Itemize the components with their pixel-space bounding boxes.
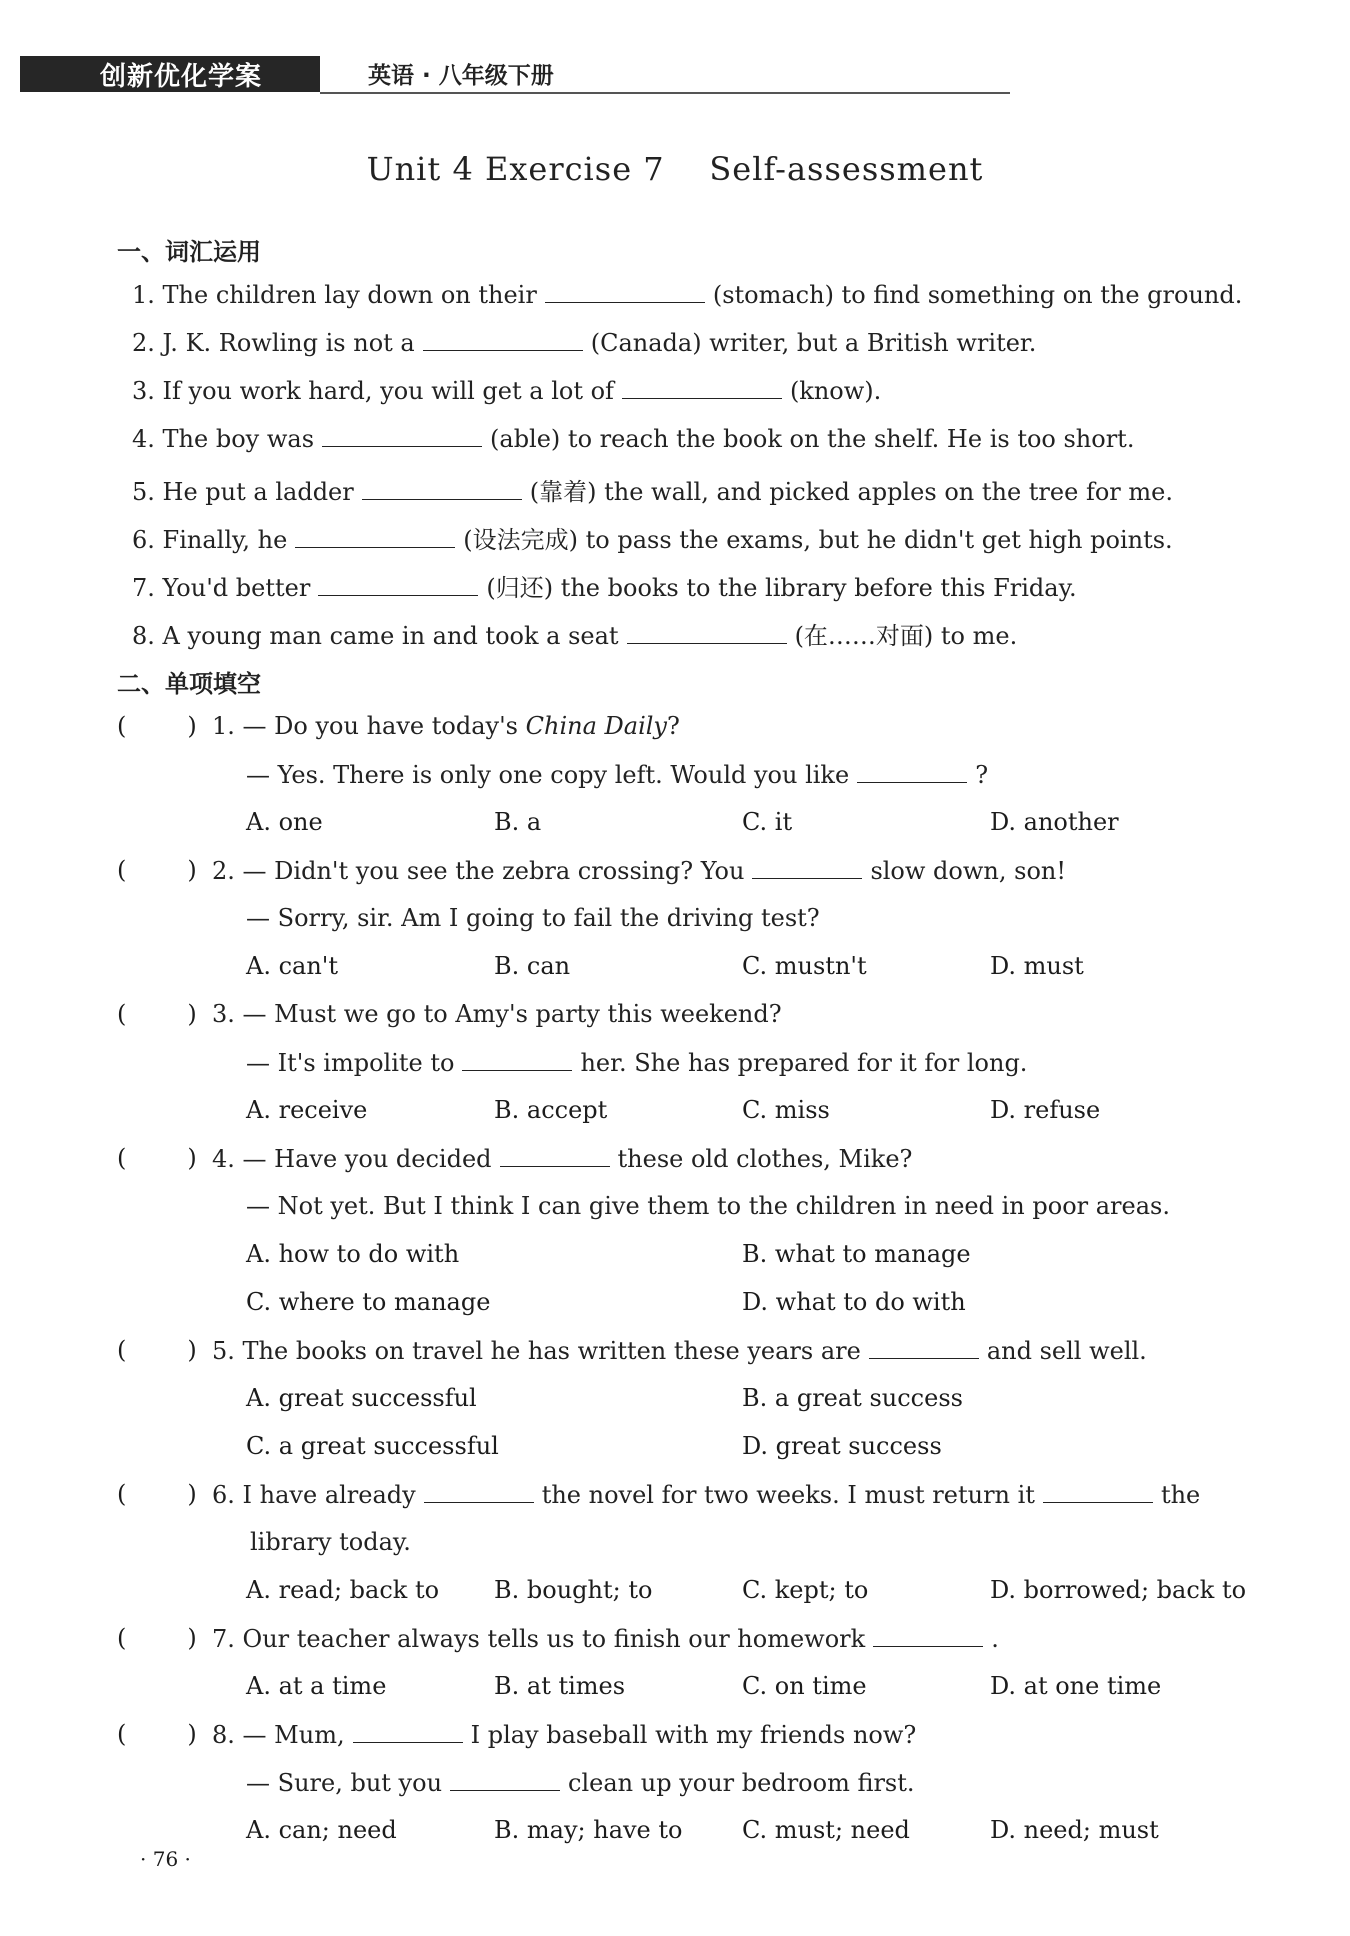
vocab-item: 4. The boy was (able) to reach the book on the shelf. He is too short.: [132, 425, 1135, 453]
page-number: · 76 ·: [140, 1847, 191, 1871]
option-a[interactable]: A. at a time: [246, 1672, 387, 1700]
answer-blank[interactable]: [462, 1048, 572, 1071]
answer-paren[interactable]: ( ): [117, 1000, 197, 1028]
option-c[interactable]: C. mustn't: [742, 952, 867, 980]
option-b[interactable]: B. can: [494, 952, 571, 980]
answer-paren[interactable]: ( ): [117, 1624, 197, 1652]
option-d[interactable]: D. what to do with: [742, 1288, 966, 1316]
vocab-item: 7. You'd better (归还) the books to the library before this Friday.: [132, 574, 1077, 602]
header-rule: [320, 92, 1010, 94]
answer-blank[interactable]: [1043, 1480, 1153, 1503]
answer-blank[interactable]: [318, 573, 478, 596]
option-b[interactable]: B. at times: [494, 1672, 626, 1700]
vocab-item: 6. Finally, he (设法完成) to pass the exams, but he didn't get high points.: [132, 526, 1173, 554]
answer-blank[interactable]: [362, 477, 522, 500]
option-d[interactable]: D. another: [990, 808, 1119, 836]
option-d[interactable]: D. refuse: [990, 1096, 1101, 1124]
option-c[interactable]: C. a great successful: [246, 1432, 499, 1460]
option-c[interactable]: C. must; need: [742, 1816, 910, 1844]
vocab-item: 1. The children lay down on their (stomach) to find something on the ground.: [132, 281, 1243, 309]
option-b[interactable]: B. a great success: [742, 1384, 963, 1412]
answer-blank[interactable]: [545, 280, 705, 303]
answer-paren[interactable]: ( ): [117, 856, 197, 884]
book-title: 英语 · 八年级下册: [368, 63, 554, 89]
option-b[interactable]: B. may; have to: [494, 1816, 683, 1844]
option-b[interactable]: B. accept: [494, 1096, 608, 1124]
answer-paren[interactable]: ( ): [117, 1720, 197, 1748]
answer-blank[interactable]: [857, 760, 967, 783]
answer-paren[interactable]: ( ): [117, 712, 197, 740]
answer-blank[interactable]: [322, 424, 482, 447]
option-c[interactable]: C. it: [742, 808, 793, 836]
section-vocab-heading: 一、词汇运用: [117, 238, 261, 266]
option-d[interactable]: D. need; must: [990, 1816, 1159, 1844]
option-a[interactable]: A. great successful: [246, 1384, 477, 1412]
answer-paren[interactable]: ( ): [117, 1480, 197, 1508]
option-c[interactable]: C. kept; to: [742, 1576, 869, 1604]
option-c[interactable]: C. where to manage: [246, 1288, 491, 1316]
vocab-item: 2. J. K. Rowling is not a (Canada) writer, but a British writer.: [132, 329, 1037, 357]
brand-banner: [20, 56, 320, 92]
answer-blank[interactable]: [295, 525, 455, 548]
vocab-item: 8. A young man came in and took a seat (在……对面) to me.: [132, 622, 1018, 650]
section-choice-heading: 二、单项填空: [117, 670, 261, 698]
option-a[interactable]: A. how to do with: [246, 1240, 460, 1268]
option-b[interactable]: B. bought; to: [494, 1576, 653, 1604]
option-d[interactable]: D. must: [990, 952, 1084, 980]
answer-blank[interactable]: [424, 1480, 534, 1503]
answer-paren[interactable]: ( ): [117, 1144, 197, 1172]
answer-blank[interactable]: [627, 621, 787, 644]
option-d[interactable]: D. at one time: [990, 1672, 1162, 1700]
option-b[interactable]: B. what to manage: [742, 1240, 971, 1268]
option-a[interactable]: A. can; need: [246, 1816, 397, 1844]
answer-blank[interactable]: [622, 376, 782, 399]
answer-blank[interactable]: [752, 856, 862, 879]
brand-text: 创新优化学案: [100, 61, 263, 92]
option-a[interactable]: A. can't: [246, 952, 339, 980]
vocab-item: 3. If you work hard, you will get a lot of (know).: [132, 377, 882, 405]
vocab-item: 5. He put a ladder (靠着) the wall, and picked apples on the tree for me.: [132, 478, 1173, 506]
option-b[interactable]: B. a: [494, 808, 542, 836]
option-a[interactable]: A. one: [246, 808, 323, 836]
option-a[interactable]: A. receive: [246, 1096, 368, 1124]
answer-blank[interactable]: [873, 1624, 983, 1647]
option-c[interactable]: C. miss: [742, 1096, 830, 1124]
answer-blank[interactable]: [353, 1720, 463, 1743]
answer-blank[interactable]: [869, 1336, 979, 1359]
answer-blank[interactable]: [450, 1768, 560, 1791]
page-title: Unit 4 Exercise 7 Self-assessment: [366, 150, 984, 188]
answer-blank[interactable]: [423, 328, 583, 351]
option-a[interactable]: A. read; back to: [246, 1576, 440, 1604]
answer-blank[interactable]: [500, 1144, 610, 1167]
option-d[interactable]: D. borrowed; back to: [990, 1576, 1247, 1604]
option-c[interactable]: C. on time: [742, 1672, 867, 1700]
option-d[interactable]: D. great success: [742, 1432, 942, 1460]
answer-paren[interactable]: ( ): [117, 1336, 197, 1364]
